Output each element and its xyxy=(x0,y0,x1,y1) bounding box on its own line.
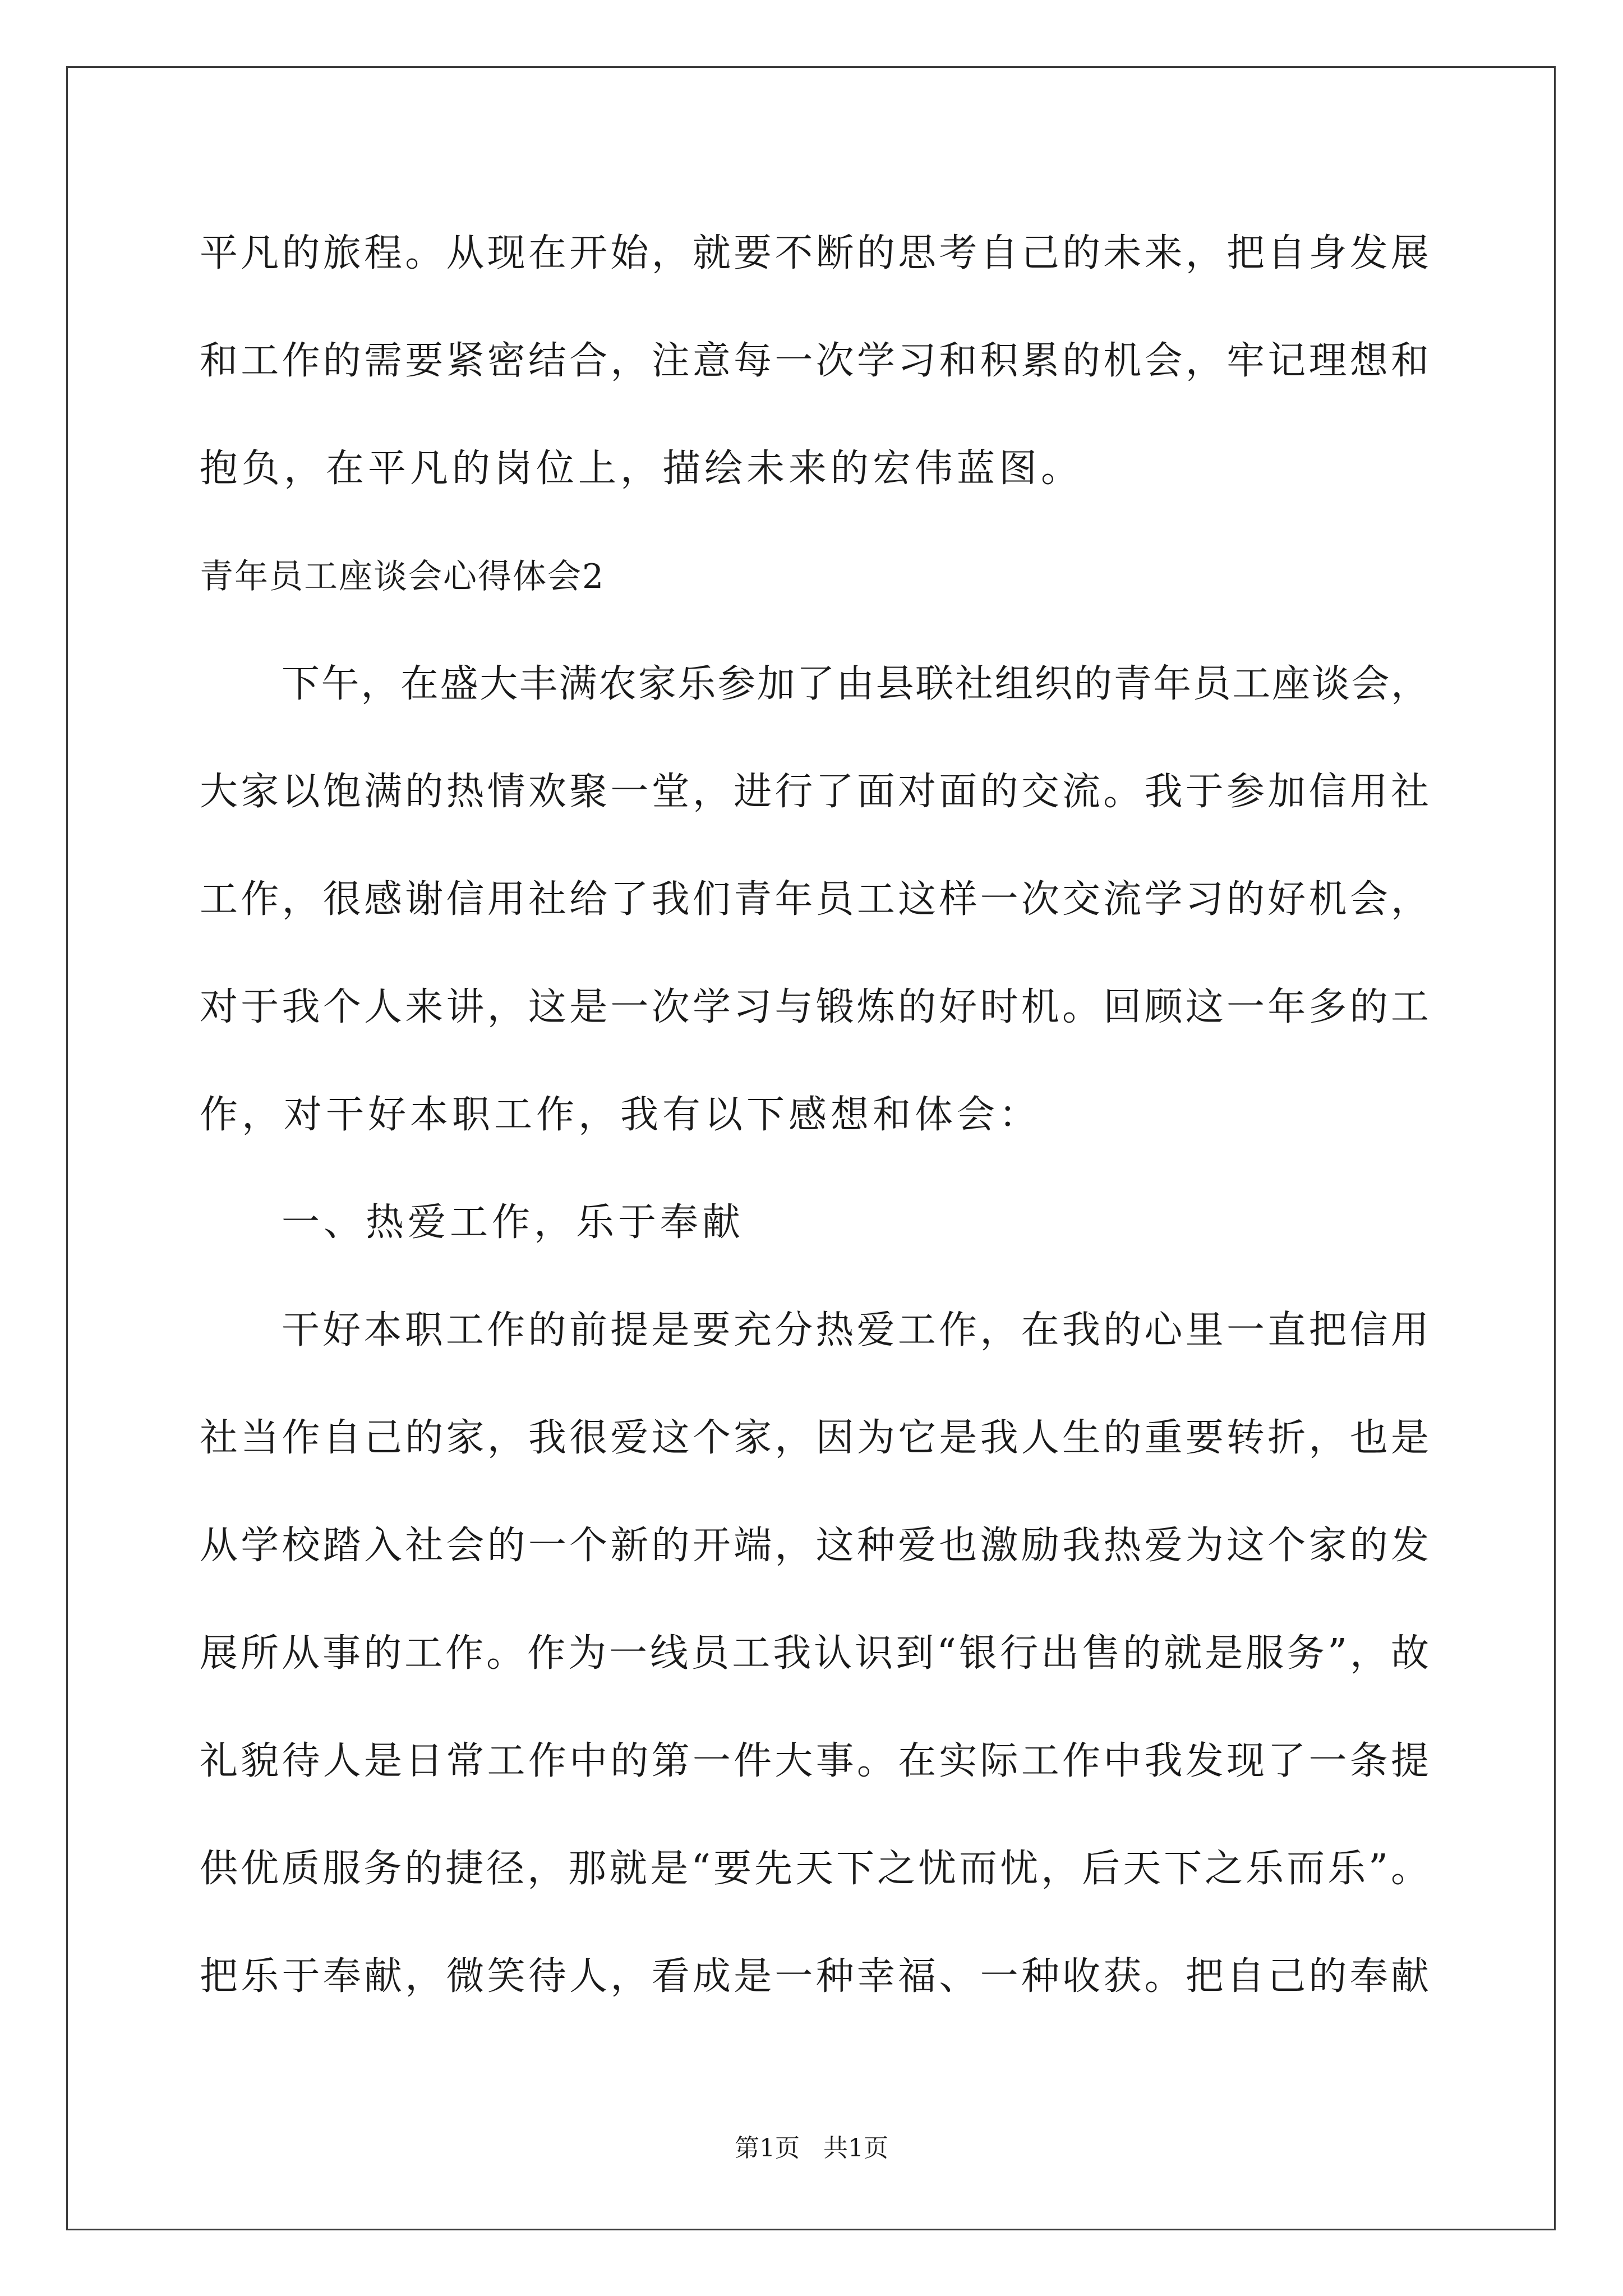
paragraph-line: 下午，在盛大丰满农家乐参加了由县联社组织的青年员工座谈会， xyxy=(282,662,1429,706)
paragraph-line: 从学校踏入社会的一个新的开端，这种爱也激励我热爱为这个家的发 xyxy=(200,1524,1429,1568)
paragraph-line: 作，对干好本职工作，我有以下感想和体会： xyxy=(200,1093,1041,1137)
paragraph-line: 供优质服务的捷径，那就是“要先天下之忧而忧，后天下之乐而乐”。 xyxy=(200,1847,1429,1891)
page-total: 共1页 xyxy=(823,2134,888,2162)
paragraph-line: 大家以饱满的热情欢聚一堂，进行了面对面的交流。我于参加信用社 xyxy=(200,770,1429,814)
paragraph-line: 展所从事的工作。作为一线员工我认识到“银行出售的就是服务”，故 xyxy=(200,1631,1429,1676)
page-footer xyxy=(0,2132,1623,2165)
paragraph-line: 工作，很感谢信用社给了我们青年员工这样一次交流学习的好机会， xyxy=(200,877,1429,922)
paragraph-line: 和工作的需要紧密结合，注意每一次学习和积累的机会，牢记理想和 xyxy=(200,339,1429,383)
paragraph-line: 把乐于奉献，微笑待人，看成是一种幸福、一种收获。把自己的奉献 xyxy=(200,1954,1429,1999)
paragraph-line: 抱负，在平凡的岗位上，描绘未来的宏伟蓝图。 xyxy=(200,447,1083,491)
subheading: 一、热爱工作，乐于奉献 xyxy=(282,1200,745,1245)
paragraph-line: 社当作自己的家，我很爱这个家，因为它是我人生的重要转折，也是 xyxy=(200,1416,1429,1460)
page-number: 第1页 xyxy=(735,2134,800,2162)
paragraph-line: 对于我个人来讲，这是一次学习与锻炼的好时机。回顾这一年多的工 xyxy=(200,985,1429,1029)
paragraph-line: 干好本职工作的前提是要充分热爱工作，在我的心里一直把信用 xyxy=(282,1308,1429,1352)
paragraph-line: 平凡的旅程。从现在开始，就要不断的思考自己的未来，把自身发展 xyxy=(200,231,1429,275)
paragraph-line: 礼貌待人是日常工作中的第一件大事。在实际工作中我发现了一条提 xyxy=(200,1739,1429,1783)
section-heading: 青年员工座谈会心得体会2 xyxy=(200,557,605,596)
